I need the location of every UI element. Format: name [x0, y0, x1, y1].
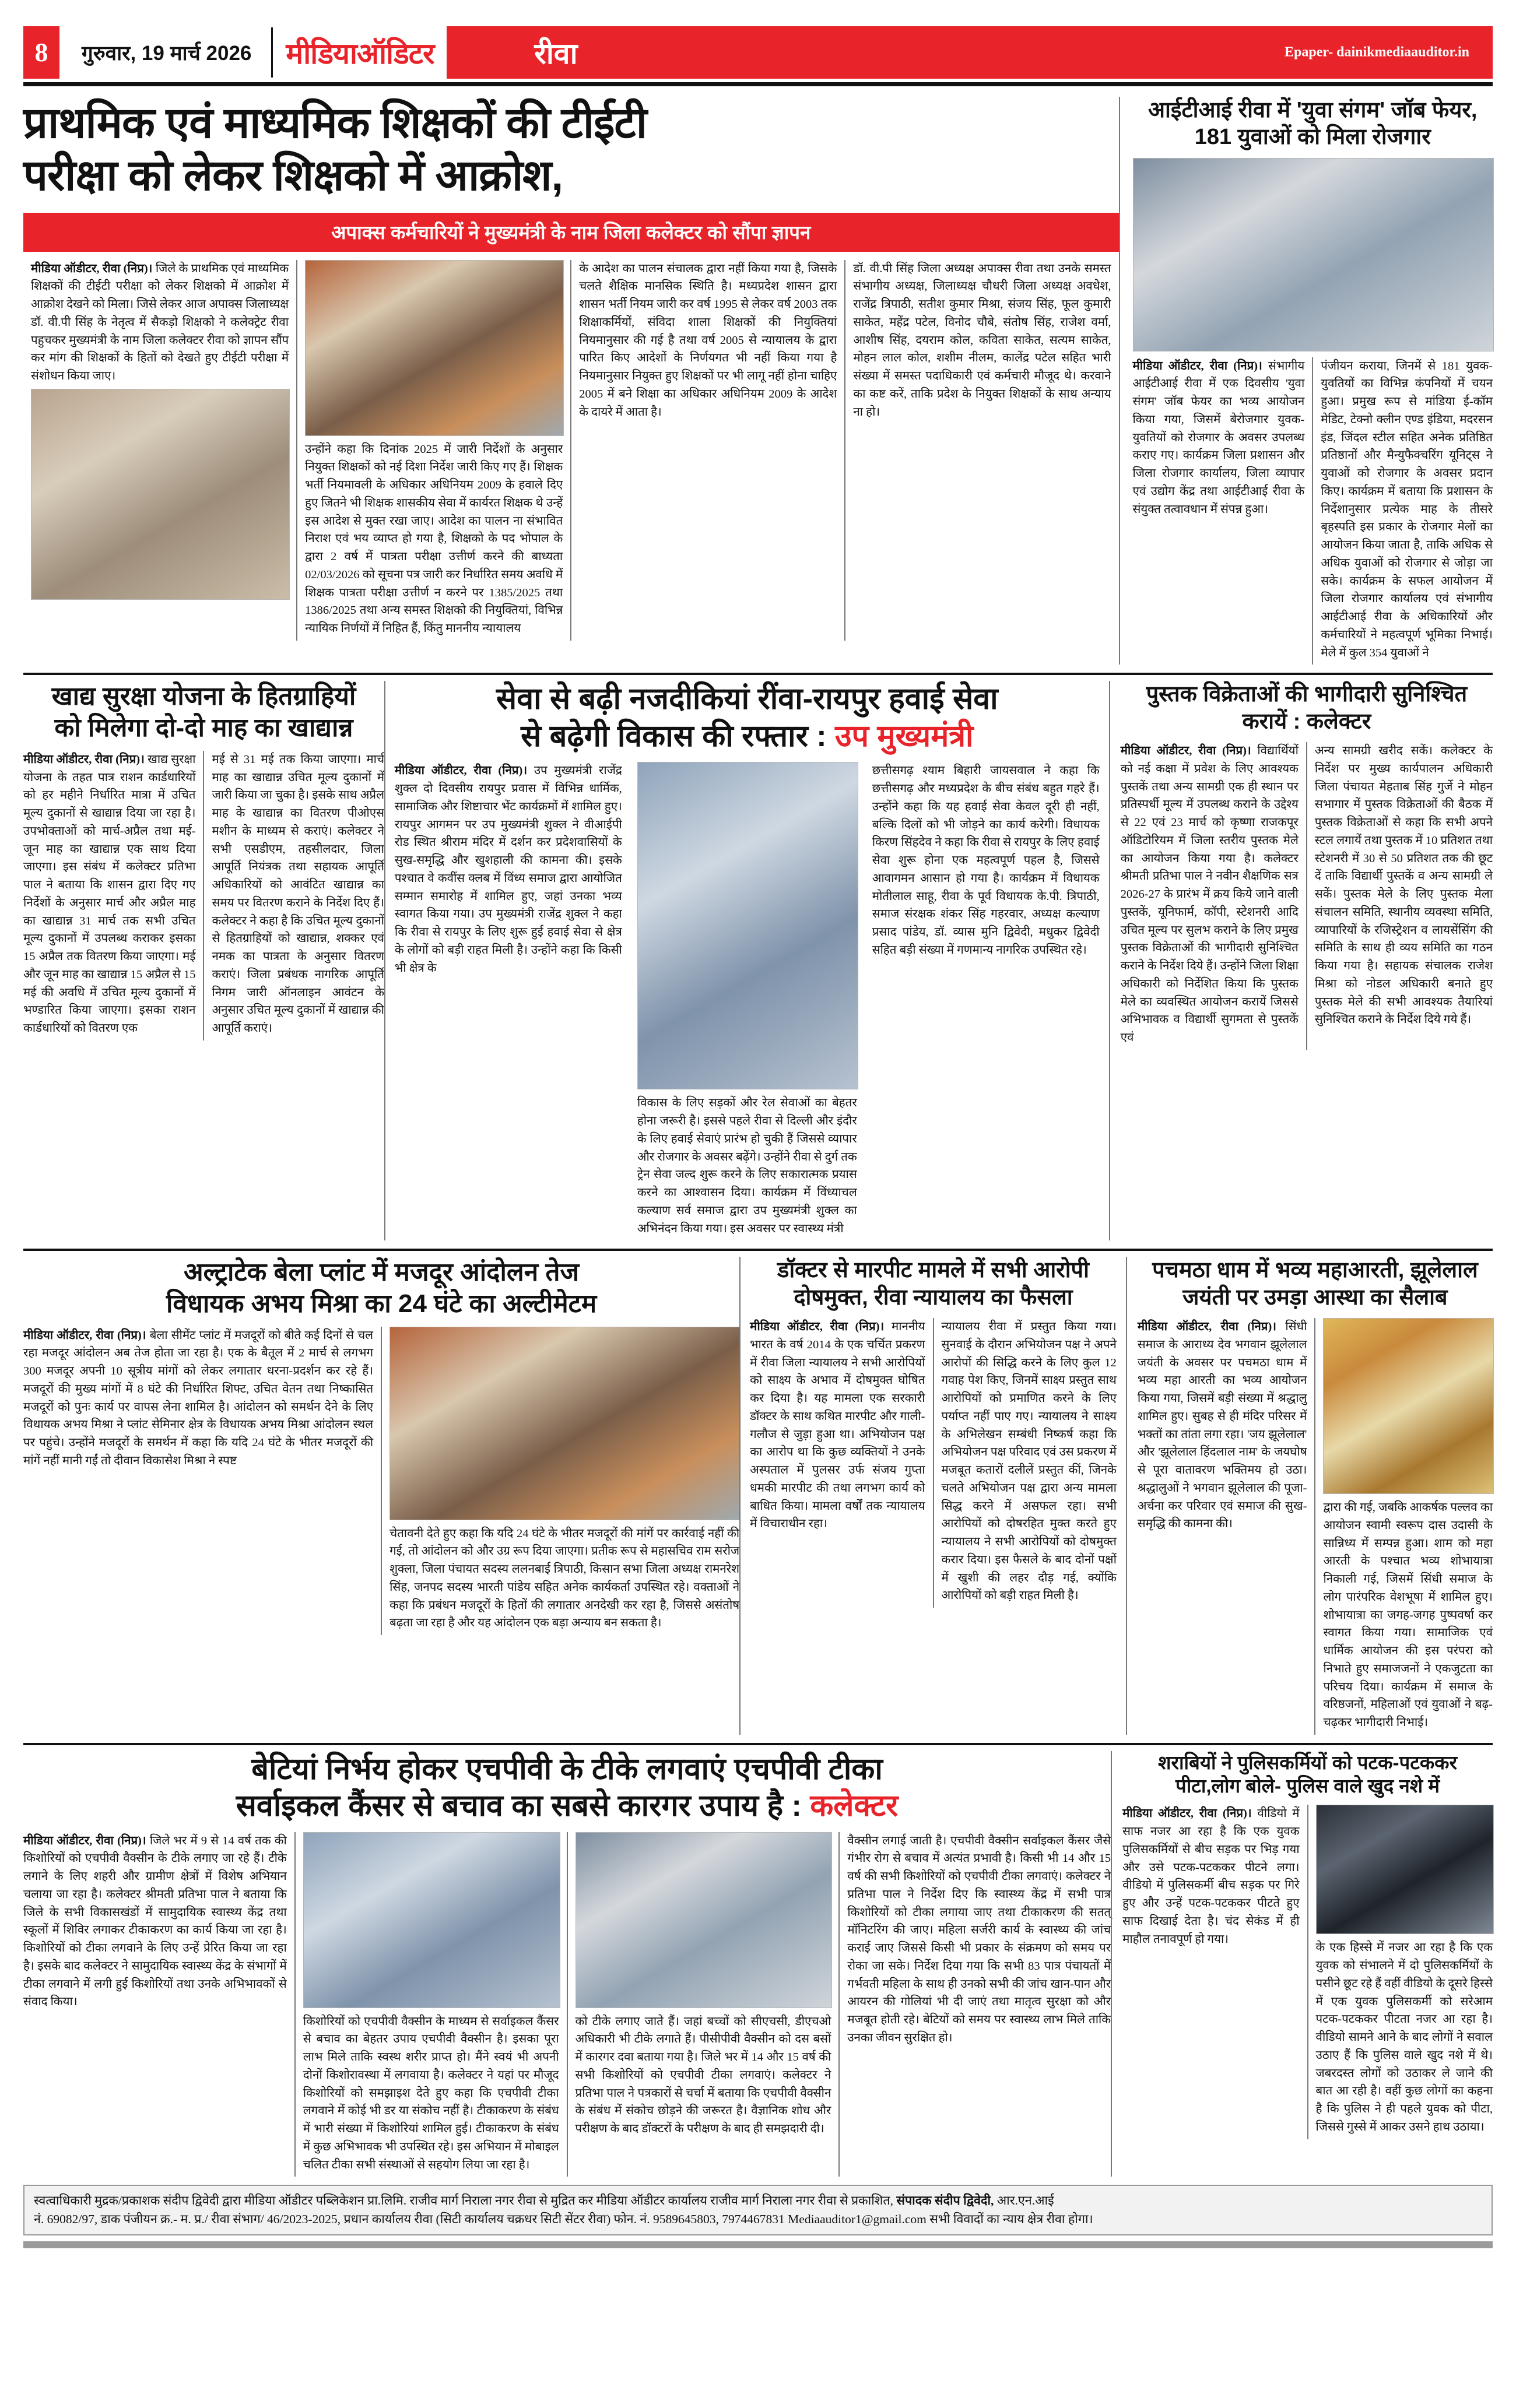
lead-col2-text: उन्होंने कहा कि दिनांक 2025 में जारी निर्देशों के अनुसार नियुक्त शिक्षकों को नई दिशा निर्देश जारी किए गए हैं। शिक्षक भर्ती नियमावली के अधिकार अधिनियम 2009 के हवाले दिए हुए जितने भी शिक्षक शासकीय सेवा में कार्यरत शिक्षक थे उन्हें इस आदेश से मुक्त रखा जाए। आदेश का पालन ना संभावित निराश एवं भय व्याप्त हो गया है, शिक्षको के पद भोपाल के द्वारा 2 वर्ष में पात्रता परीक्षा उत्तीर्ण करने की बाध्यता 02/03/2026 को सूचना पत्र जारी कर निर्धारित समय अवधि में शिक्षक पात्रता परीक्षा उत्तीर्ण न करने पर 1385/2025 तथा 1386/2025 तथा अन्य समस्त शिक्षको की नियुक्तियां, विभिन्न न्यायिक निर्णयों में निहित हैं, किंतु माननीय न्यायालय	[305, 442, 563, 635]
pachmatha-photo-maha-aarti	[1323, 1318, 1494, 1494]
lead-column-1	[23, 260, 296, 641]
pustak-column-2	[1307, 742, 1493, 1050]
book-fair-story	[1110, 681, 1493, 1240]
pachmatha-headline-line2: जयंती पर उमड़ा आस्था का सैलाब	[1182, 1285, 1448, 1310]
seva-headline-line2b: उप मुख्यमंत्री	[835, 719, 974, 753]
lead-subhead-banner: अपाक्स कर्मचारियों ने मुख्यमंत्री के नाम जिला कलेक्टर को सौंपा ज्ञापन	[23, 213, 1119, 252]
pachmatha-dateline: मीडिया ऑडीटर, रीवा (निप्र)।	[1137, 1320, 1277, 1334]
ultratech-headline	[23, 1257, 739, 1319]
food-column-1	[23, 751, 203, 1040]
doctor-body-columns	[750, 1318, 1117, 1608]
food-col2-text: मई से 31 मई तक किया जाएगा। मार्च माह का खाद्यान्न उचित मूल्य दुकानों में जारी किया जा चुका है। इसके साथ अप्रैल माह के खाद्यान्न का वितरण पीओएस मशीन के माध्यम से कराएं। कलेक्टर ने सभी एसडीएम, तहसीलदार, जिला आपूर्ति नियंत्रक तथा सहायक आपूर्ति अधिकारियों को आवंटित खाद्यान्न का समय पर वितरण कराने के निर्देश दिए हैं। कलेक्टर ने कहा है कि उचित मूल्य दुकानों से हितग्राहियों को खाद्यान्न, शक्कर एवं नमक का पात्रता के अनुसार वितरण कराएं। जिला प्रबंधक नागरिक आपूर्ति निगम जारी ऑनलाइन आवंटन के अनुसार उचित मूल्य दुकानों में खाद्यान्न की आपूर्ति कराएं।	[212, 753, 384, 1035]
lead-story	[23, 97, 1119, 665]
pustak-dateline: मीडिया ऑडीटर, रीवा (निप्र)।	[1120, 744, 1251, 758]
hpv-photo-collector-visit	[575, 1832, 833, 2008]
police-col2-text: के एक हिस्से में नजर आ रहा है कि एक युवक को संभालने में दो पुलिसकर्मियों के पसीने छूट रहे हैं वहीं वीडियो के दूसरे हिस्से में एक युवक पुलिसकर्मी को सरेआम पटक-पटककर पीटता नजर आ रहा है। वीडियो सामने आने के बाद लोगों ने सवाल उठाए हैं कि पुलिस वाले खुद नशे में थे। जबरदस्त लोगों को उठाकर ले जाने की बात आ रही है। वहीं कुछ लोगों का कहना है कि पुलिस ने ही पहले युवक को पीटा, जिससे गुस्से में आकर उसने हाथ उठाया।	[1315, 1941, 1493, 2133]
pachmatha-headline-line1: पचमठा धाम में भव्य महाआरती, झूलेलाल	[1152, 1258, 1478, 1283]
doctor-col2-text: न्यायालय रीवा में प्रस्तुत किया गया। सुनवाई के दौरान अभियोजन पक्ष ने अपने आरोपों की सिद्धि करने के लिए कुल 12 गवाह पेश किए, जिनमें साक्ष्य प्रस्तुत साथ आरोपियों को प्रमाणित करने के लिए पर्याप्त नहीं पाए गए। न्यायालय ने साक्ष्य के अभिलेखन सम्बंधी निष्कर्ष कहा कि अभियोजन पक्ष परिवाद एवं उस प्रकरण में मजबूत कतारों दलीलें प्रस्तुत कीं, जिनके चलते अभियोजन पक्ष द्वारा अन्य मामला सिद्ध करने में असफल रहा। सभी आरोपियों को दोषरहित मुक्त करते हुए न्यायालय ने सभी आरोपियों को दोषमुक्त करार दिया। इस फैसले के बाद दोनों पक्षों में खुशी की लहर दौड़ गई, क्योंकि आरोपियों को बड़ी राहत मिली है।	[941, 1320, 1117, 1602]
food-body-columns	[23, 751, 384, 1040]
doctor-headline-line1: डॉक्टर से मारपीट मामले में सभी आरोपी	[777, 1258, 1089, 1283]
section-rule	[23, 1249, 1493, 1251]
middle-section	[23, 681, 1493, 1240]
lead-col3-text: के आदेश का पालन संचालक द्वारा नहीं किया गया है, जिसके चलते शैक्षिक मानसिक स्थिति है। मध्यप्रदेश शासन द्वारा शासन भर्ती नियम जारी कर वर्ष 1995 से लेकर वर्ष 2003 तक शिक्षाकर्मियों, संविदा शाला शिक्षकों की नियुक्तियां नियमानुसार की गई है तथा वर्ष 2005 से न्यायालय के द्वारा पारित किए आदेशों के निर्णयगत भी नहीं किया गया है नियमानुसार नियुक्त हुए शिक्षकों पर भी लागू नहीं होना चाहिए 2005 में बने शिक्षा का अधिकार अधिनियम 2009 के आदेश के दायरे में आता है।	[579, 262, 837, 419]
ultratech-column-1	[23, 1327, 381, 1636]
seva-col3-text: छत्तीसगढ़ श्याम बिहारी जायसवाल ने कहा कि छत्तीसगढ़ और मध्यप्रदेश के बीच संबंध बहुत गहरे हैं। उन्होंने कहा कि यह हवाई सेवा केवल दूरी ही नहीं, बल्कि दिलों को भी जोड़ने का कार्य करेगी। विधायक किरण सिंहदेव ने कहा कि रीवा से रायपुर के लिए हवाई सेवा शुरू होना एक महत्वपूर्ण पहल है, जिससे आवागमन आसान हो गया है। कार्यक्रम में विधायक मोतीलाल साहू, रीवा के पूर्व विधायक के.पी. त्रिपाठी, समाज संरक्षक शंकर सिंह गहरवार, अध्यक्ष कल्याण प्रसाद पांडेय, डॉ. व्यास मुनि द्विवेदी, मधुकर द्विवेदी सहित बड़ी संख्या में गणमान्य नागरिक उपस्थित रहे।	[872, 764, 1100, 957]
publication-date: गुरुवार, 19 मार्च 2026	[82, 41, 252, 65]
seva-column-1	[395, 762, 630, 1240]
ultratech-photo-protest	[389, 1327, 741, 1520]
lead-col4-text: डॉ. वी.पी सिंह जिला अध्यक्ष अपाक्स रीवा तथा उनके समस्त संभागीय अध्यक्ष, जिलाध्यक्ष चौधरी जिला अध्यक्ष अवधेश, राजेंद्र त्रिपाठी, सतीश कुमार मिश्रा, संजय सिंह, फूल कुमारी साकेत, महेंद्र पटेल, विनोद चौबे, संतोष सिंह, राजेश वर्मा, आशीष सिंह, दयराम कोल, कविता साकेत, सत्यम साकेत, मोहन लाल कोल, शशीम नीलम, कालेंद्र पटेल सहित भारी संख्या में समस्त पदाधिकारी एवं कर्मचारी मौजूद थे। करवाने का कष्ट करें, ताकि प्रदेश के नियुक्त शिक्षकों के साथ अन्याय ना हो।	[853, 262, 1111, 419]
lead-headline	[23, 97, 1119, 202]
ultratech-column-2	[382, 1327, 739, 1636]
city-name: रीवा	[534, 37, 578, 70]
lead-section	[23, 97, 1493, 665]
doctor-column-1	[750, 1318, 932, 1608]
pustak-headline	[1121, 681, 1493, 735]
page-number: 8	[23, 26, 59, 79]
police-column-1	[1122, 1805, 1307, 2139]
hpv-column-1	[23, 1832, 294, 2177]
food-dateline: मीडिया ऑडीटर, रीवा (निप्र)।	[23, 753, 145, 766]
pachmatha-headline	[1138, 1257, 1493, 1311]
hpv-col1-text: जिले भर में 9 से 14 वर्ष तक की किशोरियों को एचपीवी वैक्सीन के टीके लगाए जा रहे हैं। टीके लगाने के लिए शहरी और ग्रामीण क्षेत्रों में विशेष अभियान चलाया जा रहा है। कलेक्टर श्रीमती प्रतिभा पाल ने बताया कि जिले के सभी विकासखंडों में सामुदायिक स्वास्थ्य केंद्र तथा स्कूलों में शिविर लगाकर टीकाकरण का कार्य किया जा रहा है। किशोरियों को टीका लगवाने के लिए उन्हें प्रेरित किया जा रहा है। इसके बाद कलेक्टर ने सामुदायिक स्वास्थ्य केंद्र के संभागों में टीका लगवाने में लगी हुई किशोरियों तथा उनके अभिभावकों से संवाद किया।	[23, 1834, 287, 2009]
pustak-headline-line1: पुस्तक विक्रेताओं की भागीदारी सुनिश्चित	[1146, 682, 1468, 707]
pustak-column-1	[1121, 742, 1306, 1050]
iti-story	[1120, 97, 1493, 665]
imprint-line1-a: स्वत्वाधिकारी मुद्रक/प्रकाशक संदीप द्विवेदी द्वारा मीडिया ऑडीटर पब्लिकेशन प्रा.लिमि. राजीव मार्ग निराला नगर रीवा से मुद्रित कर मीडिया ऑडीटर कार्यालय राजीव मार्ग निराला नगर रीवा से प्रकाशित,	[34, 2193, 897, 2208]
lead-column-4	[845, 260, 1118, 641]
imprint-line-2	[34, 2210, 1482, 2228]
ultratech-dateline: मीडिया ऑडीटर, रीवा (निप्र)।	[23, 1328, 146, 1342]
police-headline	[1122, 1751, 1493, 1798]
food-security-story	[23, 681, 384, 1240]
doctor-headline	[750, 1257, 1117, 1311]
doctor-column-2	[934, 1318, 1117, 1608]
lead-photo-apaks-memorandum	[31, 389, 290, 600]
hpv-dateline: मीडिया ऑडीटर, रीवा (निप्र)।	[23, 1834, 146, 1847]
food-headline-line1: खाद्य सुरक्षा योजना के हितग्राहियों	[51, 682, 356, 711]
lead-column-2	[297, 260, 570, 641]
iti-col2-text: पंजीयन कराया, जिनमें से 181 युवक-युवतियों का विभिन्न कंपनियों में चयन हुआ। प्रमुख रूप से मांडिया ई-कॉम मेडिट, टेक्नो क्लीन एण्ड इंडिया, मदरसन इंड, जिंदल स्टील सहित अनेक प्रतिष्ठित प्रतिष्ठानों और मैन्युफैक्चरिंग यूनिट्स ने युवाओं को रोजगार के अवसर प्रदान किए। कार्यक्रम में बताया कि प्रशासन के निर्देशानुसार प्रत्येक माह के तीसरे बृहस्पति इस प्रकार के रोजगार मेलों का आयोजन किया जाता है, ताकि अधिक से अधिक युवाओं को रोजगार से जोड़ा जा सके। कार्यक्रम के सफल आयोजन में जिला रोजगार कार्यालय एवं संभागीय आईटीआई रीवा के अधिकारियों और कर्मचारियों ने महत्वपूर्ण भूमिका निभाई। मेले में कुल 354 युवाओं ने	[1321, 359, 1493, 659]
ultratech-col2-text: चेतावनी देते हुए कहा कि यदि 24 घंटे के भीतर मजदूरों की मांगें पर कार्रवाई नहीं की गई, तो आंदोलन को और उग्र रूप दिया जाएगा। प्रतीक रूप से महासचिव राम सरोज शुक्ला, जिला पंचायत सदस्य ललनबाई त्रिपाठी, किसान सभा जिला अध्यक्ष रामनरेश सिंह, जनपद सदस्य भारती पांडेय सहित अनेक कार्यकर्ता उपस्थित रहे। वक्ताओं ने कहा कि प्रबंधन मजदूरों के हितों की लगातार अनदेखी कर रहा है, जिससे असंतोष बढ़ता जा रहा है और यह आंदोलन एक बड़ा अन्याय बन सकता है।	[389, 1527, 740, 1630]
police-body-columns	[1122, 1805, 1493, 2139]
imprint-line-1	[34, 2192, 1482, 2210]
seva-dateline: मीडिया ऑडीटर, रीवा (निप्र)।	[394, 764, 528, 778]
police-story	[1112, 1751, 1493, 2177]
section-rule	[23, 673, 1493, 675]
pachmatha-column-1	[1138, 1318, 1315, 1735]
masthead-city-band	[447, 26, 1493, 79]
seva-headline	[395, 681, 1100, 755]
ultratech-headline-line2: विधायक अभय मिश्रा का 24 घंटे का अल्टीमेटम	[166, 1289, 597, 1319]
imprint-editor: संपादक संदीप द्विवेदी,	[896, 2193, 994, 2208]
food-col1-text: खाद्य सुरक्षा योजना के तहत पात्र राशन कार्डधारियों को हर महीने निर्धारित मात्रा में उचित मूल्य दुकानों से खाद्यान्न दिया जा रहा है। उपभोक्ताओं को मार्च-अप्रैल तथा मई-जून माह का खाद्यान्न एक साथ दिया जाएगा। इस संबंध में कलेक्टर प्रतिभा पाल ने बताया कि शासन द्वारा दिए गए निर्देशों के अनुसार मार्च और अप्रैल माह का खाद्यान्न 31 मार्च तक सभी उचित मूल्य दुकानों में उपलब्ध कराकर इसका 15 अप्रैल तक वितरण किया जाएगा। मई और जून माह का खाद्यान्न 15 अप्रैल से 15 मई की अवधि में उचित मूल्य दुकानों में भण्डारित किया जाएगा। इसका राशन कार्डधारियों को वितरण एक	[23, 753, 196, 1035]
doctor-col1-text: माननीय भारत के वर्ष 2014 के एक चर्चित प्रकरण में रीवा जिला न्यायालय ने सभी आरोपियों को साक्ष्य के अभाव में दोषमुक्त घोषित कर दिया है। यह मामला एक सरकारी डॉक्टर के साथ कथित मारपीट और गाली-गलौज से जुड़ा हुआ था। अभियोजन पक्ष का आरोप था कि कुछ व्यक्तियों ने उनके अस्पताल में पुलसर उर्फ संजय गुप्ता धमकी मारपीट की तथा लगभग कार्य को बाधित किया। मामला वर्षों तक न्यायालय में विचाराधीन रहा।	[750, 1320, 925, 1531]
imprint-email[interactable]: Mediaauditor1@gmail.com	[788, 2212, 927, 2226]
hpv-story	[23, 1751, 1111, 2177]
imprint-line1-c: आर.एन.आई	[994, 2193, 1054, 2208]
iti-body-columns	[1133, 357, 1493, 665]
lead-column-3	[571, 260, 844, 641]
pachmatha-column-2	[1315, 1318, 1493, 1735]
hpv-headline	[23, 1751, 1111, 1825]
doctor-dateline: मीडिया ऑडीटर, रीवा (निप्र)।	[750, 1320, 885, 1334]
epaper-url[interactable]: Epaper- dainikmediaauditor.in	[1285, 44, 1469, 60]
seva-headline-line1: सेवा से बढ़ी नजदीकियां रींवा-रायपुर हवाई सेवा	[496, 682, 998, 716]
air-service-story	[385, 681, 1109, 1240]
hpv-column-2	[296, 1832, 567, 2177]
lead-col1-text: जिले के प्राथमिक एवं माध्यमिक शिक्षकों की टीईटी परीक्षा को लेकर शिक्षको में आक्रोश में आक्रोश देखने को मिला। जिसे लेकर आज अपाक्स जिलाध्यक्ष डॉ. वी.पी सिंह के नेतृत्व में सैकड़ो शिक्षको ने कलेक्ट्रेट रीवा पहुचकर मुख्यमंत्री के नाम जिला कलेक्टर रीवा को ज्ञापन सौंप कर मांग की शिक्षकों के हितों को देखते हुए टीईटी परीक्षा में संशोधन किया जाए।	[31, 262, 289, 383]
hpv-col2-text: किशोरियों को एचपीवी वैक्सीन के माध्यम से सर्वाइकल कैंसर से बचाव का बेहतर उपाय एचपीवी वैक्सीन है। इसका पूरा लाभ मिले ताकि स्वस्थ शरीर प्राप्त हो। मैंने स्वयं भी अपनी दोनों किशोरावस्था में लगवाया है। कलेक्टर ने यहां पर मौजूद किशोरियों को समझाइश देते हुए कहा कि एचपीवी टीका लगवाने में कोई भी डर या संकोच नहीं है। टीकाकरण के संबंध में भारी संख्या में किशोरियां शामिल हुई। टीकाकरण के संबंध में कुछ अभिभावक भी उपस्थित रहे। इस अभियान में मोबाइल चलित टीका सभी संस्थाओं से सहयोग लिया जा रहा है।	[303, 2015, 559, 2171]
pustak-headline-line2: करायें : कलेक्टर	[1242, 709, 1371, 734]
hpv-column-3	[568, 1832, 839, 2177]
pustak-col2-text: अन्य सामग्री खरीद सकें। कलेक्टर के निर्देश पर मुख्य कार्यपालन अधिकारी जिला पंचायत मेहताब सिंह गुर्जे ने मोहन सभागार में पुस्तक विक्रेताओं की बैठक में पुस्तक विक्रेताओं से कहा कि सभी अपने स्टल लगायें तथा पुस्तक में 10 प्रतिशत तथा स्टेशनरी में 30 से 50 प्रतिशत तक की छूट दें ताकि विद्यार्थी पुस्तकें व अन्य सामग्री ले सकें। पुस्तक मेले के लिए पुस्तक मेला संचालन समिति, स्थानीय व्यवस्था समिति, व्यापारियों के रजिस्ट्रेशन व लायसेंसिंग की समिति के साथ ही व्यय समिति का गठन किया गया है। सहायक संचालक राजेश मिश्रा को नोडल अधिकारी बनाते हुए पुस्तक मेले की सभी आवश्यक तैयारियां सुनिश्चित कराने के निर्देश दिये गये हैं।	[1314, 744, 1493, 1027]
hpv-photo-vaccination-camp	[303, 1832, 560, 2008]
ultratech-col1-text: बेला सीमेंट प्लांट में मजदूरों को बीते कई दिनों से चल रहा मजदूर आंदोलन अब तेज होता जा रहा है। एक के बैतूल में 2 मार्च से लगभग 300 मजदूर अपनी 10 सूत्रीय मांगों को लेकर लगातार धरना-प्रदर्शन कर रहे हैं। मजदूरों की मुख्य मांगों में 8 घंटे की निर्धारित शिफ्ट, उचित वेतन तथा निष्कासित मजदूरों को पुनः कार्य पर वापस लेना शामिल है। आंदोलन को समर्थन देने के लिए विधायक अभय मिश्रा ने प्लांट सेमिनार क्षेत्र के विधायक अभय मिश्रा आंदोलन स्थल पर पहुंचे। उन्होंने मजदूरों के समर्थन में कहा कि यदि 24 घंटे के भीतर मजदूरों की मांगें नहीं मानी गईं तो दीवान विकासेश मिश्रा ने स्पष्ट	[23, 1328, 374, 1467]
lead-headline-line1: प्राथमिक एवं माध्यमिक शिक्षकों की टीईटी	[23, 99, 647, 147]
masthead	[23, 26, 1493, 79]
imprint-line2-c: सभी विवादों का न्याय क्षेत्र रीवा होगा।	[926, 2212, 1093, 2226]
police-column-2	[1308, 1805, 1493, 2139]
ultratech-story	[23, 1257, 739, 1734]
lead-headline-line2: परीक्षा को लेकर शिक्षको में आक्रोश,	[23, 151, 563, 200]
food-headline-line2: को मिलेगा दो-दो माह का खाद्यान्न	[54, 713, 353, 743]
imprint-footer	[23, 2185, 1493, 2235]
pachmatha-story	[1127, 1257, 1493, 1734]
seva-col1-text: उप मुख्यमंत्री राजेंद्र शुक्ल दो दिवसीय रायपुर प्रवास में विभिन्न धार्मिक, सामाजिक और शिष्टाचार भेंट कार्यक्रमों में शामिल हुए। रायपुर आगमन पर उप मुख्यमंत्री शुक्ल ने वीआईपी रोड स्थित श्रीराम मंदिर में दर्शन कर प्रदेशवासियों के सुख-समृद्धि और खुशहाली की कामना की। इसके पश्चात वे कवींस क्लब में विंध्य समाज द्वारा आयोजित सम्मान समारोह में शामिल हुए, जहां उनका भव्य स्वागत किया गया। उप मुख्यमंत्री राजेंद्र शुक्ल ने कहा कि रीवा से रायपुर के लिए शुरू हुई हवाई सेवा से क्षेत्र के लोगों को बड़ी राहत मिली है। उन्होंने कहा कि किसी भी क्षेत्र के	[394, 764, 622, 975]
food-column-2	[204, 751, 384, 1040]
iti-dateline: मीडिया ऑडीटर, रीवा (निप्र)।	[1132, 359, 1262, 372]
food-headline	[23, 681, 384, 743]
doctor-headline-line2: दोषमुक्त, रीवा न्यायालय का फैसला	[794, 1285, 1073, 1310]
lead-dateline: मीडिया ऑडीटर, रीवा (निप्र)।	[31, 262, 153, 275]
iti-column-1	[1133, 357, 1313, 665]
publication-logo: मीडियाऑडिटर	[286, 37, 434, 70]
hpv-headline-line2a: सर्वाइकल कैंसर से बचाव का सबसे कारगर उपाय है :	[236, 1789, 802, 1823]
pustak-body-columns	[1121, 742, 1493, 1050]
bottom-section	[23, 1751, 1493, 2177]
doctor-case-story	[741, 1257, 1126, 1734]
iti-photo-job-fair	[1133, 158, 1494, 351]
iti-column-2	[1313, 357, 1493, 665]
hpv-col4-text: वैक्सीन लगाई जाती है। एचपीवी वैक्सीन सर्वाइकल कैंसर जैसे गंभीर रोग से बचाव में अत्यंत प्रभावी है। किसी भी 14 और 15 वर्ष की सभी किशोरियों को एचपीवी टीका लगवाएं। कलेक्टर ने प्रतिभा पाल ने निर्देश दिए कि स्वास्थ्य केंद्र में सभी पात्र किशोरियों को टीका लगाया जाए तथा टीकाकरण की सतत् मॉनिटरिंग की जाए। महिला सर्जरी कार्य के स्वास्थ्य की जांच कराई जाए जिससे किसी भी प्रकार के संक्रमण को समय पर रोका जा सके। निर्देश दिया गया कि सभी 83 पात्र पंचायतों में गर्भवती महिला के साथ ही उनको सभी की जांच खान-पान और आयरन की गोलियां भी दी जाएं तथा मातृत्व सुरक्षा को और मजबूत होती रहे। बेटियों को समय पर स्वास्थ्य लाभ मिले ताकि उनका जीवन सुरक्षित हो।	[847, 1834, 1111, 2044]
police-headline-line2: पीटा,लोग बोले- पुलिस वाले खुद नशे में	[1175, 1775, 1440, 1797]
lead-body-columns	[23, 260, 1119, 641]
hpv-headline-line1: बेटियां निर्भय होकर एचपीवी के टीके लगवाएं एचपीवी टीका	[251, 1752, 883, 1786]
hpv-headline-line2b: कलेक्टर	[810, 1789, 899, 1823]
masthead-bottom-rule	[23, 82, 1493, 86]
seva-col2-text: विकास के लिए सड़कों और रेल सेवाओं का बेहतर होना जरूरी है। इससे पहले रीवा से दिल्ली और इंदौर के लिए हवाई सेवाएं प्रारंभ हो चुकी हैं जिससे व्यापार और रोजगार के अवसर बढ़ेंगे। उन्होंने रीवा से दुर्ग तक ट्रेन सेवा जल्द शुरू करने के लिए सकारात्मक प्रयास करने का आश्वासन दिया। कार्यक्रम में विंध्याचल कल्याण सर्व समाज द्वारा उप मुख्यमंत्री शुक्ल का अभिनंदन किया गया। इस अवसर पर स्वास्थ्य मंत्री	[637, 1096, 857, 1235]
seva-column-2	[630, 762, 865, 1240]
iti-col1-text: संभागीय आईटीआई रीवा में एक दिवसीय 'युवा संगम' जॉब फेयर का भव्य आयोजन किया गया, जिसमें बेरोजगार युवक-युवतियों को रोजगार के अवसर उपलब्ध कराए गए। कार्यक्रम जिला प्रशासन और जिला रोजगार कार्यालय, जिला व्यापार एवं उद्योग केंद्र तथा आईटीआई रीवा के संयुक्त तत्वावधान में संपन्न हुआ।	[1132, 359, 1305, 516]
hpv-body-columns	[23, 1832, 1111, 2177]
ultratech-headline-line1: अल्ट्राटेक बेला प्लांट में मजदूर आंदोलन तेज	[183, 1258, 580, 1287]
pachmatha-col1-text: सिंधी समाज के आराध्य देव भगवान झूलेलाल जयंती के अवसर पर पचमठा धाम में भव्य महा आरती का भव्य आयोजन किया गया, जिसमें बड़ी संख्या में श्रद्धालु शामिल हुए। सुबह से ही मंदिर परिसर में भक्तों का तांता लगा रहा। 'जय झूलेलाल' और 'झूलेलाल हिंदलाल नाम' के जयघोष से पूरा वातावरण भक्तिमय हो उठा। श्रद्धालुओं ने भगवान झूलेलाल की पूजा-अर्चना कर परिवार एवं समाज की सुख-समृद्धि की कामना की।	[1137, 1320, 1307, 1531]
footer-gray-bar	[23, 2241, 1493, 2248]
pachmatha-col2-text: द्वारा की गई, जबकि आकर्षक पल्लव का आयोजन स्वामी स्वरूप दास उदासी के सान्निध्य में सम्पन्न हुआ। शाम को महा आरती के पश्चात भव्य शोभायात्रा निकाली गई, जिसमें सिंधी समाज के लोग पारंपरिक वेशभूषा में शामिल हुए। शोभायात्रा का जगह-जगह पुष्पवर्षा कर स्वागत किया गया। सामाजिक एवं धार्मिक आयोजन की इस परंपरा को निभाते हुए समाजजनों ने एकजुटता का परिचय दिया। कार्यक्रम में समाज के वरिष्ठजनों, महिलाओं एवं युवाओं ने बढ़-चढ़कर भागीदारी निभाई।	[1323, 1501, 1493, 1729]
iti-headline: आईटीआई रीवा में 'युवा संगम' जॉब फेयर, 181 युवाओं को मिला रोजगार	[1148, 98, 1478, 150]
lead-photo-teachers-gathering	[305, 260, 564, 436]
pustak-col1-text: विद्यार्थियों को नई कक्षा में प्रवेश के लिए आवश्यक पुस्तकें तथा अन्य सामग्री एक ही स्थान पर प्रतिस्पर्धी मूल्य में उपलब्ध कराने के उद्देश्य से 22 एवं 23 मार्च को कृष्णा राजकपूर ऑडिटोरियम में जिला स्तरीय पुस्तक मेले का आयोजन किया गया है। कलेक्टर श्रीमती प्रतिभा पाल ने नवीन शैक्षणिक सत्र 2026-27 के प्रारंभ में क्रय किये जाने वाली पुस्तकें, यूनिफार्म, कॉपी, स्टेशनरी आदि उचित मूल्य पर सुलभ कराने के लिए प्रमुख पुस्तक विक्रेताओं की भागीदारी सुनिश्चित कराने के निर्देश दिये हैं। उन्होंने जिला शिक्षा अधिकारी को निर्देशित किया कि पुस्तक मेले का व्यवस्थित आयोजन करायें जिससे अभिभावक व विद्यार्थी सुगमता से पुस्तकें एवं	[1120, 744, 1299, 1045]
seva-body-columns	[395, 762, 1100, 1240]
police-col1-text: वीडियो में साफ नजर आ रहा है कि एक युवक पुलिसकर्मियों से बीच सड़क पर भिड़ गया और उसे पटक-पटककर पीटने लगा। वीडियो में पुलिसकर्मी बीच सड़क पर गिरे हुए और उन्हें पटक-पटककर पीटते हुए साफ दिखाई देता है। चंद सेकंड में ही माहौल तनावपूर्ण हो गया।	[1122, 1807, 1300, 1946]
seva-headline-line2a: से बढ़ेगी विकास की रफ्तार :	[521, 719, 827, 753]
ultratech-body-columns	[23, 1327, 739, 1636]
third-section	[23, 1257, 1493, 1734]
hpv-col3-text: को टीके लगाए जाते हैं। जहां बच्चों को सीएचसी, डीएचओ अधिकारी भी टीके लगाते हैं। पीसीपीवी वैक्सीन को दस बसों में कारगर दवा बताया गया है। जिले भर में 14 और 15 वर्ष की सभी किशोरियों को एचपीवी टीका लगवाएं। कलेक्टर ने प्रतिभा पाल ने पत्रकारों से चर्चा में बताया कि एचपीवी वैक्सीन के संबंध में संकोच छोड़ने की जरूरत है। वैज्ञानिक शोध और परीक्षण के बाद डॉक्टरों के परीक्षण के बाद ही समझदारी दी।	[575, 2015, 831, 2136]
imprint-line2-a: नं. 69082/97, डाक पंजीयन क्र.- म. प्र./ रीवा संभाग/ 46/2023-2025, प्रधान कार्यालय रीवा (सिटी कार्यालय चक्रधर सिटी सेंटर रीवा) फोन. नं. 9589645803, 7974467831	[34, 2212, 788, 2226]
police-dateline: मीडिया ऑडीटर, रीवा (निप्र)।	[1122, 1807, 1252, 1820]
section-rule	[23, 1743, 1493, 1745]
police-headline-line1: शराबियों ने पुलिसकर्मियों को पटक-पटककर	[1158, 1751, 1458, 1773]
seva-column-3	[865, 762, 1100, 1240]
hpv-column-4	[840, 1832, 1111, 2177]
pachmatha-body-columns	[1138, 1318, 1493, 1735]
newspaper-page	[0, 26, 1516, 2408]
seva-photo-felicitation	[637, 762, 858, 1089]
police-photo-night-scuffle	[1316, 1805, 1494, 1934]
